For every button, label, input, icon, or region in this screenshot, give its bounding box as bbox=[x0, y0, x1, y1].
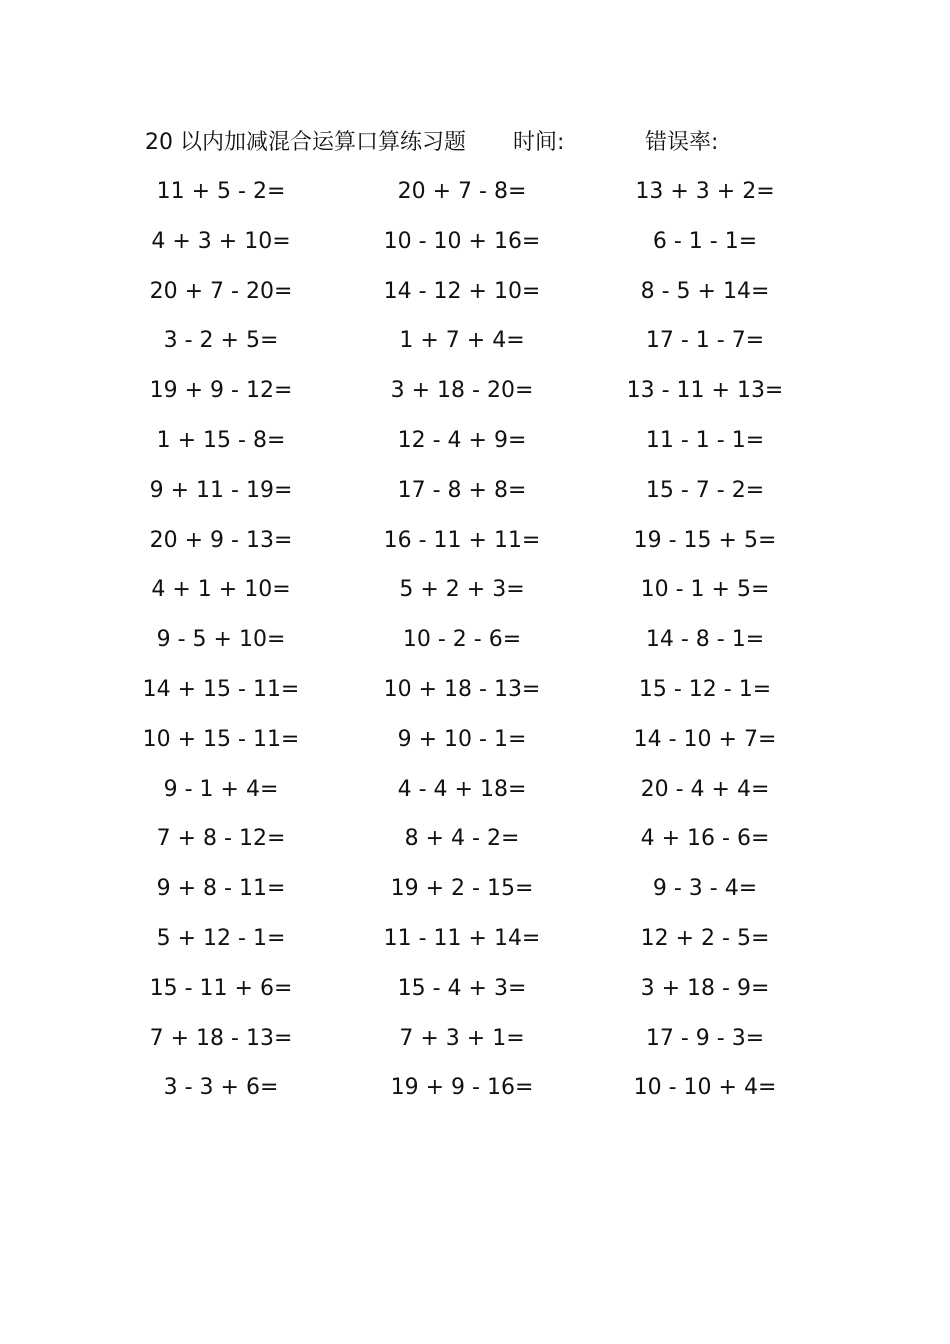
problem-item: 9 + 10 - 1= bbox=[397, 726, 527, 752]
problem-item: 19 + 9 - 12= bbox=[149, 378, 293, 404]
problem-item: 20 + 7 - 20= bbox=[149, 278, 293, 304]
problem-row bbox=[0, 272, 950, 322]
time-label: 时间: bbox=[513, 130, 565, 155]
problem-item: 4 + 16 - 6= bbox=[640, 826, 770, 852]
problem-row bbox=[0, 471, 950, 521]
problem-row bbox=[0, 969, 950, 1019]
problem-row bbox=[0, 919, 950, 969]
problem-row bbox=[0, 321, 950, 371]
problem-row bbox=[0, 819, 950, 869]
error-rate-label: 错误率: bbox=[645, 130, 719, 155]
problem-item: 15 - 11 + 6= bbox=[149, 975, 293, 1001]
problem-item: 1 + 15 - 8= bbox=[156, 427, 286, 453]
problem-item: 4 + 1 + 10= bbox=[151, 577, 291, 603]
problem-item: 10 - 1 + 5= bbox=[640, 577, 770, 603]
problem-row bbox=[0, 720, 950, 770]
problem-item: 8 + 4 - 2= bbox=[404, 826, 520, 852]
problem-row bbox=[0, 172, 950, 222]
problem-item: 4 - 4 + 18= bbox=[397, 776, 527, 802]
problem-item: 11 - 1 - 1= bbox=[645, 427, 765, 453]
problem-item: 9 - 3 - 4= bbox=[652, 876, 758, 902]
problem-item: 9 + 8 - 11= bbox=[156, 876, 286, 902]
problem-item: 14 - 8 - 1= bbox=[645, 627, 765, 653]
problem-row bbox=[0, 570, 950, 620]
problem-item: 19 + 9 - 16= bbox=[390, 1075, 534, 1101]
problem-item: 10 + 15 - 11= bbox=[142, 726, 300, 752]
problem-item: 7 + 3 + 1= bbox=[399, 1025, 525, 1051]
worksheet-header bbox=[0, 126, 950, 160]
problem-item: 10 - 2 - 6= bbox=[402, 627, 522, 653]
problem-item: 5 + 12 - 1= bbox=[156, 925, 286, 951]
problem-item: 3 - 3 + 6= bbox=[163, 1075, 279, 1101]
problem-item: 17 - 1 - 7= bbox=[645, 328, 765, 354]
problem-item: 9 - 5 + 10= bbox=[156, 627, 286, 653]
problem-item: 11 - 11 + 14= bbox=[383, 925, 541, 951]
problem-row bbox=[0, 1068, 950, 1118]
problem-item: 10 - 10 + 16= bbox=[383, 228, 541, 254]
problem-item: 5 + 2 + 3= bbox=[399, 577, 525, 603]
problem-item: 12 - 4 + 9= bbox=[397, 427, 527, 453]
problem-item: 6 - 1 - 1= bbox=[652, 228, 758, 254]
problem-item: 20 + 9 - 13= bbox=[149, 527, 293, 553]
problem-item: 20 + 7 - 8= bbox=[397, 179, 527, 204]
problem-item: 19 - 15 + 5= bbox=[633, 527, 777, 553]
problem-row bbox=[0, 222, 950, 272]
problem-item: 15 - 7 - 2= bbox=[645, 477, 765, 503]
problem-item: 20 - 4 + 4= bbox=[640, 776, 770, 802]
problem-item: 14 - 12 + 10= bbox=[383, 278, 541, 304]
problem-item: 11 + 5 - 2= bbox=[156, 179, 286, 204]
problem-row bbox=[0, 620, 950, 670]
problem-item: 9 + 11 - 19= bbox=[149, 477, 293, 503]
problem-item: 17 - 9 - 3= bbox=[645, 1025, 765, 1051]
problem-item: 15 - 4 + 3= bbox=[397, 975, 527, 1001]
problem-item: 16 - 11 + 11= bbox=[383, 527, 541, 553]
problem-item: 15 - 12 - 1= bbox=[638, 676, 772, 702]
problem-item: 19 + 2 - 15= bbox=[390, 876, 534, 902]
problem-row bbox=[0, 1019, 950, 1069]
problem-item: 3 - 2 + 5= bbox=[163, 328, 279, 354]
problem-grid bbox=[0, 172, 950, 1118]
problem-item: 7 + 8 - 12= bbox=[156, 826, 286, 852]
problem-item: 14 + 15 - 11= bbox=[142, 676, 300, 702]
worksheet-title: 20 以内加减混合运算口算练习题 bbox=[145, 130, 466, 155]
problem-row bbox=[0, 421, 950, 471]
problem-row bbox=[0, 770, 950, 820]
problem-item: 14 - 10 + 7= bbox=[633, 726, 777, 752]
problem-row bbox=[0, 869, 950, 919]
problem-item: 10 - 10 + 4= bbox=[633, 1075, 777, 1101]
problem-item: 12 + 2 - 5= bbox=[640, 925, 770, 951]
problem-item: 3 + 18 - 20= bbox=[390, 378, 534, 404]
problem-row bbox=[0, 670, 950, 720]
problem-item: 13 + 3 + 2= bbox=[635, 179, 775, 204]
problem-row bbox=[0, 371, 950, 421]
problem-item: 7 + 18 - 13= bbox=[149, 1025, 293, 1051]
problem-item: 17 - 8 + 8= bbox=[397, 477, 527, 503]
problem-item: 3 + 18 - 9= bbox=[640, 975, 770, 1001]
problem-item: 9 - 1 + 4= bbox=[163, 776, 279, 802]
problem-item: 8 - 5 + 14= bbox=[640, 278, 770, 304]
problem-item: 4 + 3 + 10= bbox=[151, 228, 291, 254]
problem-row bbox=[0, 521, 950, 571]
problem-item: 10 + 18 - 13= bbox=[383, 676, 541, 702]
problem-item: 13 - 11 + 13= bbox=[626, 378, 784, 404]
problem-item: 1 + 7 + 4= bbox=[399, 328, 525, 354]
